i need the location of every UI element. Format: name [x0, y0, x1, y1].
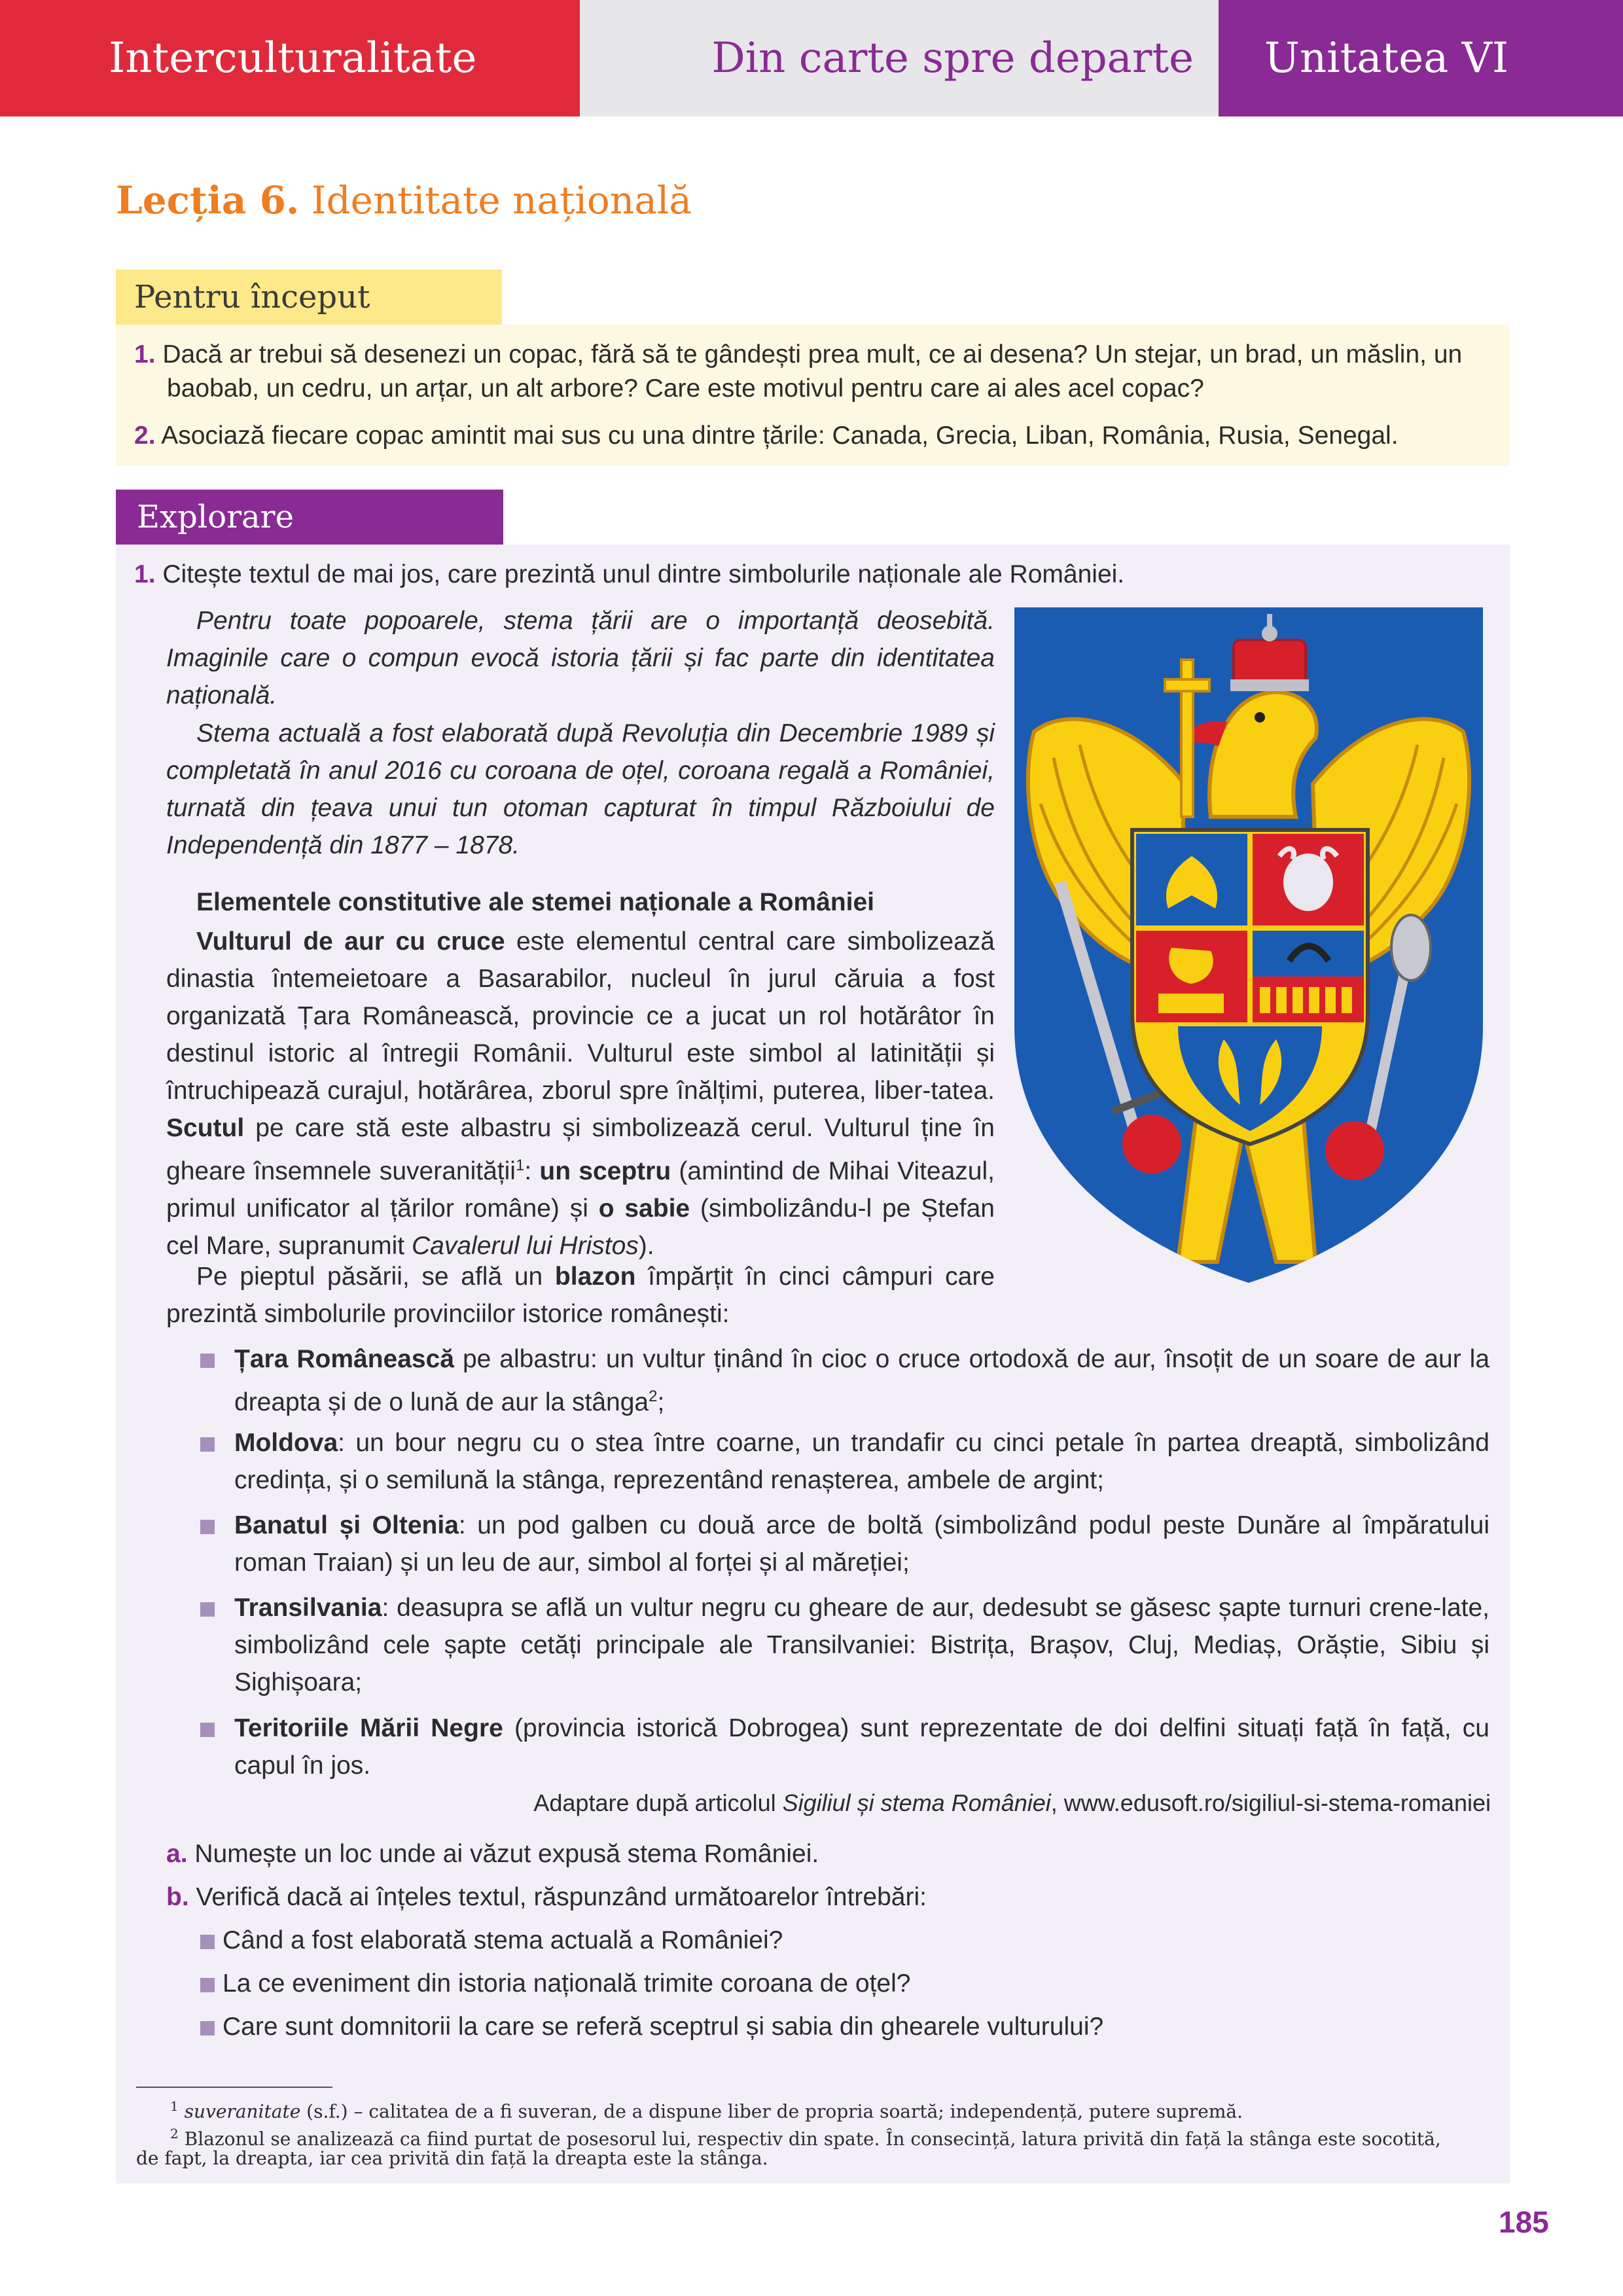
sub-question: Când a fost elaborată stema actuală a României?	[223, 1926, 783, 1954]
text-run: împărțit în cinci câmpuri care prezintă simbolurile provinciilor istorice românești:	[166, 1263, 995, 1328]
footnote-1	[170, 2094, 1243, 2123]
page-number: 185	[1499, 2205, 1549, 2239]
text-run: : deasupra se află un vultur negru cu gheare de aur, dedesubt se găsesc șapte turnuri crene-late, simbolizând cele șapte cetăți principale ale Transilvaniei: Bistrița, Brașov, Cluj, Mediaș, Orăștie, Sibiu și Sighișoara;	[234, 1594, 1489, 1696]
bold-term: Teritoriile Mării Negre	[234, 1714, 503, 1742]
lesson-title	[116, 178, 692, 223]
text-run: : un bour negru cu o stea între coarne, un trandafir cu cinci petale în partea dreaptă, simbolizând credința, și o semilună la stânga, reprezentând renașterea, ambele de argint;	[234, 1429, 1489, 1494]
question-text: Verifică dacă ai înțeles textul, răspunzând următoarelor întrebări:	[196, 1883, 927, 1911]
text-run: , www.edusoft.ro/sigiliul-si-stema-romaniei	[1050, 1789, 1491, 1816]
text-run: este elementul central care simbolizează dinastia întemeietoare a Basarabilor, nucleul în jurul căruia a fost organizată Țara Românească, provincie ce a jucat un rol hotărâtor în destinul istoric al întregii Românii. Vulturul este simbol al latinității și întruchipează curajul, hotărârea, zborul spre înălțimi, puterea, liber-tatea.	[166, 927, 995, 1105]
header-section-title: Interculturalitate	[0, 0, 580, 117]
bullet-item	[234, 1507, 1489, 1581]
explore-tab: Explorare	[116, 490, 503, 545]
lesson-label: Lecția 6.	[116, 178, 300, 223]
text-paragraph-3	[166, 923, 995, 1265]
crown	[1234, 640, 1306, 686]
bold-term: o sabie	[598, 1194, 690, 1223]
question-text: Asociază fiecare copac amintit mai sus cu una dintre țările: Canada, Grecia, Liban, România, Rusia, Senegal.	[161, 422, 1399, 450]
subheading: Elementele constitutive ale stemei naționale a României	[196, 888, 875, 916]
question-number: 1.	[134, 340, 156, 368]
question-letter: b.	[166, 1883, 189, 1911]
text-paragraph-1: Pentru toate popoarele, stema țării are o importanță deosebită. Imaginile care o compun evocă istoria țării și fac parte din identitatea națională.	[166, 607, 995, 709]
text-paragraph-2: Stema actuală a fost elaborată după Revoluția din Decembrie 1989 și completată în anul 2016 cu coroana de oțel, coroana regală a României, turnată din țeava unui tun otoman capturat în timpul Războiului de Independență din 1877 – 1878.	[166, 719, 995, 859]
question-letter: a.	[166, 1840, 188, 1868]
sub-question: La ce eveniment din istoria națională trimite coroana de oțel?	[223, 1969, 911, 1998]
intro-tab: Pentru început	[116, 270, 502, 325]
text-run: ).	[638, 1232, 654, 1260]
bullet-icon	[200, 2021, 215, 2036]
text-run: ;	[657, 1388, 665, 1416]
question-number: 1.	[134, 560, 156, 588]
bullet-icon	[200, 1437, 215, 1452]
blazon	[1132, 830, 1368, 1144]
bullet-item	[234, 1340, 1489, 1421]
bold-term: Moldova	[234, 1429, 338, 1457]
bullet-icon	[200, 1520, 215, 1534]
question-text: Numește un loc unde ai văzut expusă stema României.	[194, 1840, 819, 1868]
footnote-mark: 1	[170, 2098, 179, 2114]
bullet-item	[234, 1424, 1489, 1499]
text-run: (s.f.) – calitatea de a fi suveran, de a dispune liber de propria soartă; independență, putere supremă.	[300, 2100, 1243, 2123]
question-number: 2.	[134, 422, 156, 450]
italic-term: suveranitate	[184, 2100, 301, 2123]
text-run: :	[524, 1157, 540, 1185]
coat-of-arms-image	[1014, 607, 1483, 1283]
bullet-icon	[200, 1354, 215, 1368]
text-run: Blazonul se analizează ca fiind purtat de posesorul lui, respectiv din spate. În consecință, latura privită din față la stânga este socotită,	[178, 2128, 1441, 2150]
question-a	[166, 1835, 819, 1873]
footnote-mark: 2	[170, 2126, 179, 2142]
page-header	[0, 0, 1623, 117]
text-run: (provincia istorică Dobrogea) sunt reprezentate de doi delfini situați față în față, cu capul în jos.	[234, 1714, 1489, 1780]
footnote-ref: 2	[649, 1388, 658, 1405]
bold-term: Scutul	[166, 1114, 245, 1142]
lesson-name: Identitate națională	[311, 178, 692, 223]
bullet-item	[234, 1589, 1489, 1701]
bold-term: Transilvania	[234, 1594, 382, 1622]
bullet-icon	[200, 1978, 215, 1992]
italic-term: Cavalerul lui Hristos	[411, 1232, 639, 1260]
text-run: (simbolizându-l pe Ștefan cel Mare, supranumit	[166, 1194, 995, 1260]
text-run: Pe pieptul păsării, se află un	[196, 1263, 555, 1291]
right-talon	[1325, 1121, 1384, 1180]
text-run: pe care stă este albastru și simbolizează cerul. Vulturul ține în gheare însemnele suveranității	[166, 1114, 995, 1185]
sub-question: Care sunt domnitorii la care se referă sceptrul și sabia din ghearele vulturului?	[223, 2013, 1104, 2041]
bold-term: blazon	[554, 1263, 636, 1291]
intro-question-2	[134, 419, 1502, 453]
question-text: baobab, un cedru, un arțar, un alt arbore? Care este motivul pentru care ai ales acel copac?	[167, 374, 1204, 403]
source-citation	[458, 1784, 1491, 1821]
text-run: pe albastru: un vultur ținând în cioc o cruce ortodoxă de aur, însoțit de un soare de aur la dreapta și de o lună de aur la stânga	[234, 1345, 1490, 1416]
text-run: Adaptare după articolul	[533, 1789, 783, 1816]
footnote-2-cont: de fapt, la dreapta, iar cea privită din față la dreapta este la stânga.	[136, 2147, 768, 2169]
intro-question-1	[134, 338, 1502, 406]
left-talon	[1122, 1115, 1181, 1174]
text-run: : un pod galben cu două arce de boltă (simbolizând podul peste Dunăre al împăratului roman Traian) și un leu de aur, simbol al forței și al măreției;	[234, 1511, 1489, 1577]
header-chapter-title: Din carte spre departe	[580, 0, 1219, 117]
bold-term: Țara Românească	[234, 1345, 454, 1373]
explore-question-1	[134, 558, 1443, 592]
transylvania-field-top	[1253, 931, 1364, 977]
text-paragraph-4	[166, 1258, 995, 1333]
text-run: (amintind de Mihai Viteazul, primul unificator al țărilor române) și	[166, 1157, 995, 1223]
footnote-divider	[136, 2087, 332, 2088]
bullet-icon	[200, 1935, 215, 1949]
bold-term: Vulturul de aur cu cruce	[196, 927, 505, 956]
bullet-icon	[200, 1602, 215, 1617]
question-b	[166, 1878, 927, 1916]
bullet-icon	[200, 1723, 215, 1737]
bullet-item	[234, 1710, 1489, 1784]
question-text: Citește textul de mai jos, care prezintă unul dintre simbolurile naționale ale României.	[162, 560, 1125, 588]
footnote-ref: 1	[515, 1157, 525, 1174]
italic-term: Sigiliul și stema României	[782, 1789, 1051, 1816]
bold-term: un sceptru	[539, 1157, 671, 1185]
question-text: Dacă ar trebui să desenezi un copac, fără să te gândești prea mult, ce ai desena? Un stejar, un brad, un măslin, un	[162, 340, 1463, 368]
header-unit-title: Unitatea VI	[1219, 0, 1623, 117]
bold-term: Banatul și Oltenia	[234, 1511, 459, 1539]
